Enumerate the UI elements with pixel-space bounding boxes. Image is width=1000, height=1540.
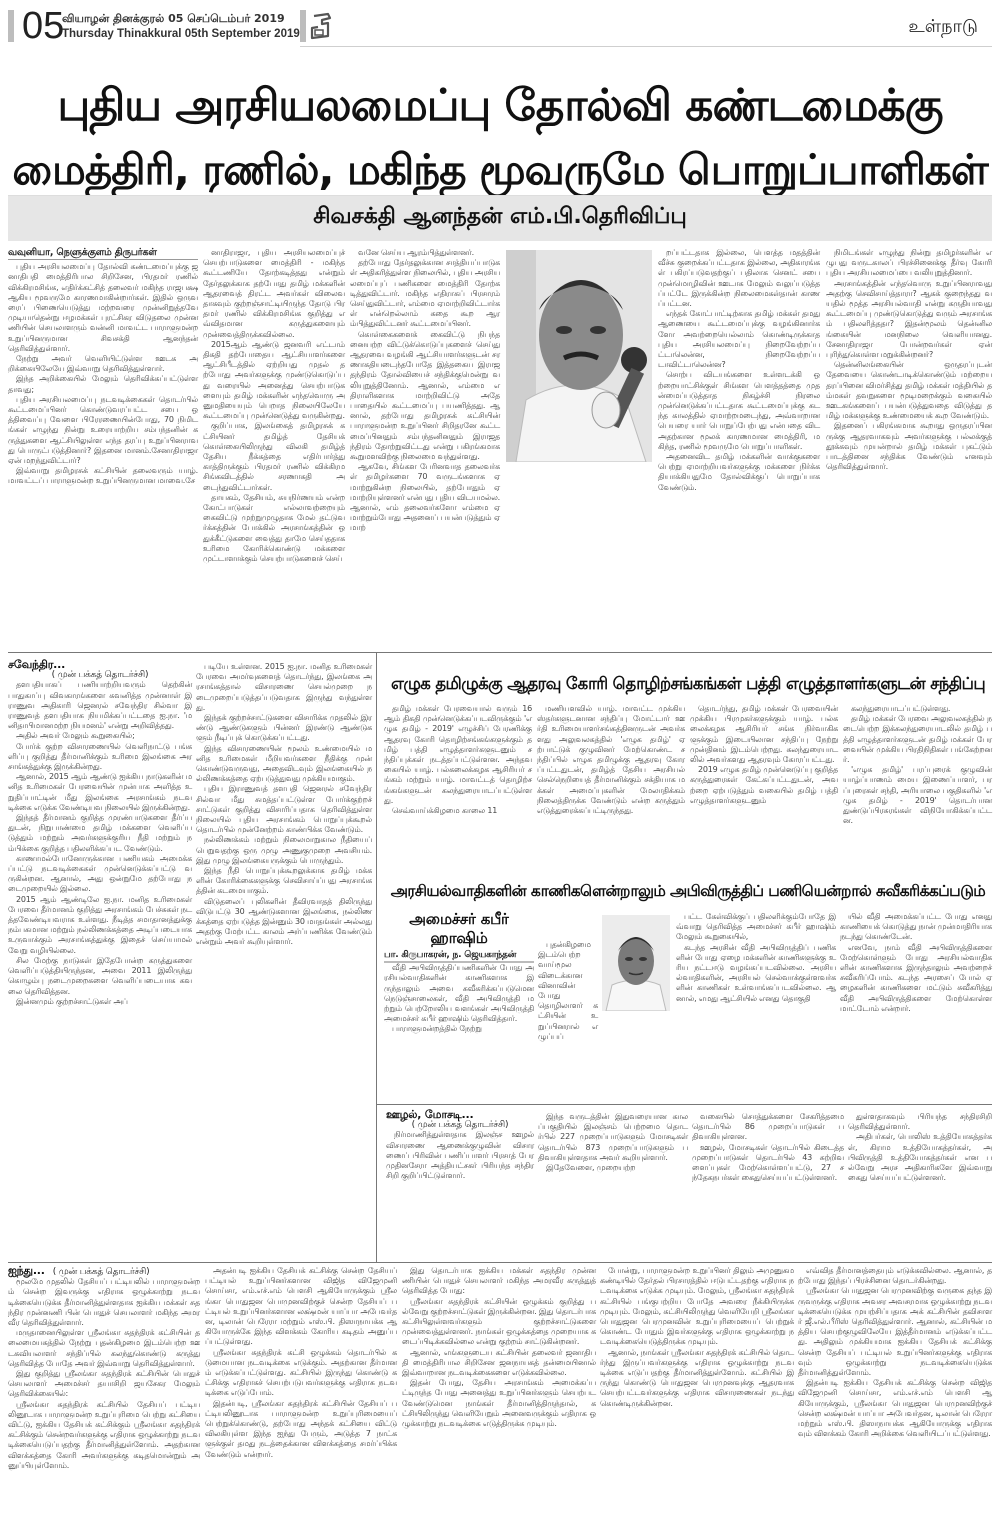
paragraph: எனவே, நாம் வீதி அபிவிருத்திகளை மேற்கொள்ளும் போது அரசியல்வாதிகளின் காணிகளாக இருந்தாலும் அவற்றைச் சுவீகரிப்போம். கடந்த அரசைப் போல் ஏழைகளின் காணிகளை மட்டும் சுவீகரித்து வீதி அபிவிருத்திகளை மேற்கொள்ள மாட்டோம் என்றார். [840, 942, 992, 1013]
paragraph: இதேவேளை, முறையற்ற [546, 1163, 636, 1173]
section-divider [8, 1262, 992, 1263]
paragraph: நிமிடங்கள் எழுந்து நின்று தமிழர்களின் எழுபது வருடகாலப் பிரச்சினைக்கு தீர்வு கோரி புதிய அரசியலமைப்பை வலியுறுத்தினார். [826, 248, 992, 278]
paragraph: மணியளவில் யாழ். மாவட்ட முக்கியஸ்தர்களுடனான சந்திப்பு மோட்டார் ஊர்தி உரிமையாளர்சங்கத்தினருடன் அவர்களது அலுவலகத்தில் 'எழுக தமிழ்' ஏற்பாட்டுக் குழுவினர் மேற்கொண்ட சந்திப்பில் எழுக தமிழுக்கு ஆதரவு கோரப்பட்டதுடன், தமிழ்த் தேசிய அரசியல் செல்நெறியைத் தீர்மானிக்கும் சக்தியாக மக்கள் அமைப்புகளின் மேலாதிக்கம் நிலைத்திருக்க வேண்டும் என்ற கருத்தும் எடுத்துரைக்கப்பட்டிருந்தது. [537, 704, 685, 816]
section-divider [376, 1104, 992, 1105]
lead-column-4 [658, 248, 820, 493]
paragraph: எவ்வித தீர்மானத்தையும் எடுக்கவில்லை. ஆனால், தற்போது இந்தப் பிரச்சினை தொடர்கின்றது. [798, 1266, 992, 1286]
paragraph: தென்னிலங்கையின் ஒருதரப்புடன் தேவையை கொண்டாடிக்கொண்டும் மற்றைய தரப்பினை விமர்சித்து தமிழ் மக்கள் மத்தியில் தம்மகள் தவறுகளை மூடிமறைக்கும் வகையில் ஊடகங்களைப் பயன்படுத்துவதை விடுத்து தமிழ் மக்களுக்கு உண்மையைக் கூற வேண்டும். [826, 360, 992, 421]
paragraph: அரசாங்கத்தின் எந்தவொரு உறுப்பினராவது அதற்கு செவிசாய்த்தாரா? ஆகக் குறைந்தது வயதில் மூத்த அரசியல்வாதி என்று கருதியாவது கூட்டமைப்பு முண்டுகொடுத்து வரும் அரசாங்கம் பதிலளித்ததா? இதன்மூலம் தென்னிலங்கையின் மனநிலை வெளியானது. சேனாதிராஜா போன்றவர்கள் ஏன் புரிந்துகொள்ள மறுக்கின்றனர்? [826, 278, 992, 360]
paragraph: றப்பட்டதாக இல்லை, பௌத்த மதத்தின் வீச்சு குறைக்கப்பட்டதாக இல்லை, அதிகாரங்கள் பகிரப்படுவதற்குப் பதிலாக செனட் சபை முன்மொழிவின் ஊடாக மேலும் வலுப்படுத்தப்பட்டே இருக்கின்ற நிலைமைகள்தான் காணப்பட்டன. [658, 248, 820, 309]
paragraph: தமிழ் மக்கள் பேரவை அலுவலகத்தில் நடைபெற்ற இக்கலந்துரையாடலில் தமிழ் பத்தி எழுத்தாளர்களுடன் தமிழ் மக்கள் பேரவையின் முக்கிய பிரதிநிதிகள் பங்கேற்றனர். [843, 714, 992, 765]
paragraph: 'எழுக தமிழ்' பரப்புரைக் குழுவின் யாழ்ப்பாணம் மைய இணைப்பாளர், பரப்புரைகள் சந்தி, அரியாலை பகுதிகளில் 'எழுக தமிழ் - 2019' தொடர்பான துண்டுப்பிரசுரங்கள் விநியோகிக்கப்பட்டன. [843, 765, 992, 826]
paragraph: ஸ்ரீலங்கா பொதுஜன பெரமுனவிற்கு வருகை தந்த இருவருக்கு எதிராக அவசர அவசரமாக ஒழுக்காற்று நடவடிக்கையெடுக்க முயற்சிப்பதாக அக் கட்சியின் தவிசாளர் ஜீ.எல்.பீரிஸ் தெரிவித்துள்ளார். ஆனால், கட்சியின் மத்திய செயற்குழுவிலேயே இத்தீர்மானம் எடுக்கப்பட்டது. அதிலும் முக்கியமாக ஐக்கிய தேசியக் கட்சிக்கு சென்ற தேசியப் பட்டியல் உறுப்பினர்களுக்கு எதிராகவும் ஒழுக்காற்று நடவடிக்கையெடுக்க தீர்மானித்துள்ளோம். [798, 1286, 992, 1378]
paragraph: போர்க் குற்ற விசாரணையில் வெளிநாட்டு பங்களிப்பு குறித்து தீர்மானிக்கும் உரிமை இலங்கை அரசாங்கத்துக்கு இருக்கின்றது. [8, 741, 192, 772]
paragraph: இந்தத் தீர்மானம் குறித்த முரண்பாடுகளை தீர்ப்பதுடன், நிறுபாண்மை தமிழ் மக்களை வெளிப்படுத்தும் மற்றும் அவர்களுக்குரிய நீதி மற்றும் நம்பிக்கை குறித்த பதிலளிக்கப்பட வேண்டும். [8, 813, 192, 853]
paragraph: ஊழல், மோசடிகள் தொடர்பில் கிடைத்த முறைப்பாடுகள் தொடர்பில் 43 சுற்றிவளைப்புகள் மேற்கொள்ளப்பட்டு, 27 சந்தேகநபர்கள் கைதுசெய்யப்பட்டுள்ளனர். [692, 1142, 844, 1183]
paragraph: குறிப்பாக, இலங்கைத் தமிழரசுக் கட்சியினர் தமிழ்த் தேசியக் கொள்கையிலிருந்து விலகி தமிழ்த் தேசிய நீக்கத்தை எதிர்பார்த்து காத்திருக்கும் பிரதமர் ரணில் விக்கிரமசிங்கவிடத்தில் சரணாகதி அடைந்துவிட்டார்கள். [203, 421, 345, 492]
paragraph: வகையில் சொத்துக்களை சேகரித்தமை தொடர்பில் 86 முறைப்பாடுகள் பதிவாகியுள்ளன. [692, 1112, 844, 1142]
paragraph: பட்ட கேள்விக்குப் பதிலளிக்கும்போதே இவ்வாறு தெரிவித்த அமைச்சர் கபீர் ஹாஷிம் மேலும் கூறுகையில், [676, 912, 836, 942]
paragraph: எந்தக் கோட்பாட்டிற்காக தமிழ் மக்கள் தமது ஆணையை கூட்டமைப்புக்கு வழங்கினார்களோ அவற்றையெல்லாம் கொண்டிருக்காத புதிய அரசியலமைப்பு நிறைவேற்றப்பட்டாலென்ன, நிறைவேற்றப்படாவிட்டாலென்ன? [658, 309, 820, 370]
paragraph: வனே செய்ய ஆரம்பித்துள்ளனர். [358, 248, 475, 257]
paragraph: இதன்படி ஐக்கிய தேசியக் கட்சிக்கு சென்ற விஜித விஜேமுனி சொய்சா, எம்.எச்.எம் பௌசி ஆகியோருக்கும், ஸ்ரீலங்கா பொதுஜன பெரமுனவிற்குச் சென்ற லக்ஷ்மன் யாப்பா அபேவர்தன, டிலான் பெரேரா மற்றும் எஸ்.பி. திஸாநாயக்க ஆகியோருக்கு எதிராகவும் விளக்கம் கோரி அறிக்கை வெளியிடப்பட்டுள்ளது. [798, 1378, 992, 1439]
continued-five-column-1 [8, 1266, 200, 1471]
paragraph: இதன்படி, ஸ்ரீலங்கா சுதந்திரக் கட்சியின் தேசியப் பட்டியலினூடாக பாராளுமன்ற உறுப்புரிமையைப் பெற்றுக்கொண்டு, தற்போது அந்தக் கட்சியை விட்டு விலகியுள்ள இந்த ஐந்து பேரும், அடுத்த 7 நாட்களுக்குள் தமது நடத்தைக்கான விளக்கத்தை சமர்ப்பிக்க வேண்டும் என்றார். [205, 1398, 397, 1459]
paragraph: கொள்கைகளைக் கைவிட்டு நிபந்தனையற்ற விட்டுக்கொடுப்புகளைச் செய்து ஆதரவை வழங்கி ஆட்சியாளர்களுடன் சரணாகதியடைந்தபோதே இத்தகைய இராஜதந்திரம் தோல்வியைச் சந்திக்குமென்று வலியுறுத்தினோம். ஆனால், எம்மை எதிராளிகளாக மாற்றிவிட்டு அதே பாதையில் கூட்டமைப்பு பயணித்தது. ஆனால், தற்போது தமிழரசுக் கட்சியின் பாராளுமன்ற உறுப்பினர் சிறிதரனே கூட்டமைப்பினதும் சம்பந்தனினதும் இராஜதந்திரம் தோற்றுவிட்டது என்று பகிரங்கமாக கூறுமளவிற்கு நிலைமை வந்துள்ளது. [350, 329, 500, 462]
paragraph: தமிழ் மக்கள் பேரவையால் வரும் 16 ஆம் திகதி முன்னெடுக்கப்படவிருக்கும் 'எழுக தமிழ் - 2019' எழுச்சிப் பேரணிக்கு ஆதரவு கோரி தொழிற்சங்கங்களுக்கும் தமிழ் பத்தி எழுத்தாளர்களுடனும் சந்திப்புக்கள் நடத்தப்பட்டுள்ளன. அந்தவகையில் யாழ். பல்கலைக்கழக ஆசிரியர் சங்கம் மற்றும் யாழ். மாவட்டத் தொழிற்சங்கங்களுடன் கலந்துரையாடப்பட்டுள்ளது. [384, 704, 532, 805]
story2-headline: எழுக தமிழுக்கு ஆதரவு கோரி தொழிற்சங்கங்கள் பத்தி எழுத்தாளர்களுடன் சந்திப்பு [390, 674, 986, 693]
lead-subtitle-bar [8, 195, 992, 241]
story3-column-4 [840, 912, 992, 1014]
continued-corruption-column-2 [538, 1112, 688, 1173]
paragraph: அதன்படி ஐக்கிய தேசியக் கட்சிக்கு சென்ற தேசியப் பட்டியல் உறுப்பினர்களான விஜித விஜேமுனி சொய்சா, எம்.எச்.எம் பௌசி ஆகியோருக்கும் ஸ்ரீலங்கா பொதுஜன பொமுனவிற்குச் சென்ற தேசியப் பட்டியல் உறுப்பினர்களான லக்ஷ்மன் யாப்பா அபேவர்தன, டிலான் பெரேரா மற்றும் எஸ்.பி. திஸாநாயக்க ஆகியோருக்கே இந்த விளக்கம் கோரிய கடிதம் அனுப்பப்பட்டுள்ளது. [205, 1266, 397, 1347]
story2-column-4 [843, 704, 992, 826]
date-tamil: வியாழன் தினக்குரல் 05 செப்டெம்பர் 2019 [62, 12, 285, 25]
paragraph: ஆனால், எங்களுடைய கட்சியின் தலைவர் ஜனாதிபதி மைத்திரிபால சிறிசேன ஜனநாயகத் தன்மையினால் இவ்வாறான நடவடிக்கைகளை எடுக்கவில்லை. [402, 1347, 596, 1378]
paragraph: போன்று, பாராளுமன்ற உறுப்பினர் திலும் அமுனுகம கண்டியில் தேர்தல் பிரசாரத்தில் ஈடுபட்டதற்கு எதிராக நடவடிக்கை எடுக்க முடியும். மேலும், ஸ்ரீலங்கா சுதந்திரக் கட்சியில் பங்குபற்றிய போதே அவரை நீக்கியிருக்க முடியும். மேலும், கட்சியிலிருந்து வெளியேறி ஸ்ரீலங்கா பொதுஜன பெரமுனவின் உறுப்புரிமையைப் பெற்றுக் கொண்ட போதும் இவர்களுக்கு எதிராக ஒழுக்காற்று நடவடிக்கையெடுத்திருக்க முடியும். [600, 1266, 794, 1347]
story3-column-2 [538, 940, 598, 1042]
paragraph: இது தொடர்பாக ஐக்கிய மக்கள் சுதந்திர முன்னணியின் பொதுச் செயலாளர் மகிந்த அமரவீர கருத்துத் தெரிவித்த போது: [402, 1266, 596, 1296]
continued-corruption-column-1 [386, 1110, 534, 1181]
continued-five-column-4 [600, 1266, 794, 1409]
paragraph: சொற்ப விடயங்களை உள்ளடக்கி ஒற்றையாட்சிக்குள் சிங்கள பௌத்தத்தை முதன்மைப்படுத்தாத நிகழ்ச்சி நிரலை முன்னெடுக்கப்பட்டதாக கூட்டமைப்புக்கு கடந்த காலத்தில் ஏமாற்றமடைந்து, அவ்வாறான பெயரை யார் பொறுப்பேற்பது என்பதை விட அதற்கான மூலக் காரணமான மைத்திரி, மகிந்த, ரணில் மூவருமே பொறுப்பாளிகள். [658, 370, 820, 451]
lead-dateline: வவுனியா, நெளுக்குளம் திருபர்கள் [8, 248, 198, 260]
paragraph: மூலமே முதலில் தேசியப் பட்டியலில் பாராளுமன்றம் சென்ற இவருக்கு எதிராக ஒழுக்காற்று நடவடிக்கையெடுக்க தீர்மானித்துள்ளதாக ஐக்கிய மக்கள் சுதந்திர முன்னணி பின் பொதுச் செயலாளர் மகிந்த அமரவீர தெரிவித்துள்ளார். [8, 1277, 200, 1328]
paragraph: இது குறித்து ஸ்ரீலங்கா சுதந்திரக் கட்சியின் பொதுச் செயலாளர் அமைச்சர் தயாசிறி ஜயசேகர மேலும் தெரிவிக்கையில்: [8, 1369, 200, 1399]
paragraph: படியே உள்ளன. 2015 ஐ.நா. மனித உரிமைகள் பேரவை அமர்வுகளைத் தொடர்ந்து, இலங்கை அரசாங்கத்தால் விசாரணை செயல்முறை நடைமுறைப்படுத்தப்படுவதாக இருந்து வந்துள்ளது. [196, 662, 372, 712]
section-label: உள்நாடு [908, 16, 978, 37]
paragraph: இந்த நீதி பொறுப்புக்கூறலுக்காக தமிழ் மக்களின் கோரிக்கைகளுக்கு செவிசாய்ப்பது அரசாங்கத்தின் கடமையாகும். [196, 866, 372, 896]
paragraph: மருதானையிலுள்ள ஸ்ரீலங்கா சுதந்திரக் கட்சியின் தலைமையகத்தில் நேற்று புதன்கிழமை இடம்பெற்ற ஊடகவியலாளர் சந்திப்பில் கலந்துகொண்டு கருத்து தெரிவித்த போதே அவர் இவ்வாறு தெரிவித்துள்ளார். [8, 1328, 200, 1368]
paragraph: அதிபர்கள், பொலிஸ் உத்தியோகத்தர்கள், கிராம உத்தியோகத்தர்கள், அபிவிருத்தி உத்தியோகத்தர்கள் என பல்வேறு அரச அதிகாரிகளே இவ்வாறு கைது செய்யப்பட்டுள்ளனர். [848, 1132, 992, 1183]
story3-byline: பா. கிருபாகரன், ந. ஜெயகாந்தன் [384, 950, 534, 963]
paragraph: 2019 எழுக தமிழ் முன்னெடுப்பு குறித்த கருத்துரைகள் கேட்கப்பட்டதுடன், அவற்றை ஏற்படுத்தும் வகையில் தமிழ் பத்தி எழுத்தாளர்களுடனும் [690, 765, 838, 805]
thinakkural-logo-icon [308, 12, 334, 40]
paragraph: தொடர்ந்து, தமிழ் மக்கள் பேரவையின் முக்கிய பிரமுகர்களுக்கும் யாழ். பல்கலைக்கழக ஆசிரியர் சங்க நிர்வாகிகளுக்கும் இடையிலான சந்திப்பு நேற்று முன்தினம் இடம்பெற்றது. கலந்துரையாடலில் அவர்களது ஆதரவும் கோரப்பட்டது. [690, 704, 838, 765]
continued-savendra-column-1 [8, 660, 192, 1007]
paragraph: புதிய இராணுவத் தளபதி ஜெனரல் சவேந்திர சில்வா மீது சுமத்தப்பட்டுள்ள போர்க்குற்றச் சாட்டுகள் குறித்து விசாரிப்பதாக தெரிவித்துள்ள நிலையில் புதிய அரசாங்கம் பொறுப்புக்கூறல் தொடர்பில் முன்னேற்றம் காண்பிக்க வேண்டும். [196, 784, 372, 835]
continued-five-column-2 [205, 1266, 397, 1460]
header-divider-bar [300, 10, 306, 42]
paragraph: செவ்வாய்க்கிழமை காலை 11 [392, 806, 498, 816]
lead-subtitle: சிவசக்தி ஆனந்தன் எம்.பி.தெரிவிப்பு [313, 204, 687, 229]
speaker-photo [506, 250, 652, 462]
paragraph: புதன்கிழமை இடம்பெற்ற வாய்மூல விடைக்கான வினாவின் போது தொழிலாளர் கட்சியின் உறுப்பினரால் எழுப்பப் [538, 940, 598, 1041]
story3-column-3 [676, 912, 836, 1004]
continued-five-column-5 [798, 1266, 992, 1439]
header-rule [300, 46, 992, 47]
continued-note: ( முன் பக்கத் தொடர்ச்சி) [52, 1267, 150, 1277]
story3-subhead: அமைச்சர் கபீர் ஹாஷிம் [409, 910, 509, 947]
paragraph: கலந்துரையாடப்பட்டுள்ளது. [851, 704, 951, 713]
lead-column-5 [826, 248, 992, 472]
paragraph: ஆனால், நாங்கள் ஸ்ரீலங்கா சுதந்திரக் கட்சியில் தொடர்ந்து இருப்பவர்களுக்கு எதிராக ஒழுக்காற்று நடவடிக்கை எடுப்பதற்கு தீர்மானித்துள்ளோம். கட்சியில் இருந்து கொண்டு பொதுஜன பெரமுனவுக்கு ஆதரவாக செயற்பட்டவர்களுக்கு எதிராக விசாரணைகள் நடந்து கொண்டிருக்கின்றன. [600, 1347, 794, 1408]
continued-corruption-column-4 [848, 1112, 992, 1183]
continued-five-column-3 [402, 1266, 596, 1429]
continued-title: சவேந்திர... [8, 658, 66, 671]
paragraph: விடுதலைப் புலிகளின் தீவிரவாதத் திலிருந்து விடுபட்டு 30 ஆண்டுகளான இலங்கை, நல்லிணக்கத்தை ஏற்படுத்த இன்னும் 30 மாதங்கள் அல்லது அதற்கு மேற்பட்ட காலம் அர்ப்பணிக்க வேண்டும் என்றும் அவர் கூறியுள்ளார். [196, 896, 372, 947]
paragraph: கடந்த அரசின் வீதி அபிவிருத்திப் பணிகளின் போது ஏழை மக்களின் காணிகளுக்கு உரிய நட்டஈடு வழங்கப்படவில்லை. அரசியல்வாதிகளின், அரசியல் செல்வாக்குள்ளவர்களின் காணிகள் உள்வாங்கப்படவில்லை. ஆனால், எமது ஆட்சியில் எனது தொகுதி [676, 942, 836, 1003]
paragraph: பாராளுமன்றத்தில் நேற்று [392, 1024, 482, 1034]
story3-column-1 [384, 910, 534, 1035]
paragraph: வீதி அபிவிருத்திப்பணிகளின் போது அரசியல்வாதிகளின் காணிகளாக இருந்தாலும் அவை சுவீகரிக்கப்படுமென நெடுஞ்சாலைகள், வீதி அபிவிருத்தி மற்றும் பெற்றோலிய வளங்கள் அபிவிருத்தி அமைச்சர் கபீர் ஹாஷிம் தெரிவித்தார். [384, 963, 534, 1024]
page-number: 05 [22, 5, 65, 47]
lead-column-1 [8, 248, 198, 487]
paragraph: ஸ்ரீலங்கா சுதந்திரக் கட்சியின் ஒழுக்கம் குறித்து பல்வேறு குற்றச்சாட்டுகள் இருக்கின்றன. இது தொடர்பாக கட்சியிலுள்ளவர்களும் குற்றச்சாட்டுகளை முன்வைத்துள்ளனர். நாங்கள் ஒழுக்கத்தை முறையாக கடைப்பிடிக்கவில்லை என்று குற்றம் சாட்டுகின்றனர். [402, 1296, 596, 1347]
paragraph: சில மேற்கு நாடுகள் இதேபோன்ற கருத்துகளை வெளிப்படுத்தியிருந்தன, அவை 2011 இலிருந்து கொழும்பு நடைமுறைகளை வெளிப்படையாக கவலை தெரிவித்தன. [8, 955, 192, 996]
lead-headline-line2: மைத்திரி, ரணில், மகிந்த மூவருமே பொறுப்பாளிகள் [12, 145, 988, 194]
paragraph: இந்த வருடத்தின் இதுவரையான காலப்பகுதியில் இலஞ்சம் பெற்றமை தொடர்பில் 227 முறைப்பாடுகளும் மோசடிகள் தொடர்பில் 873 முறைப்பாடுகளும் பதிவாகியுள்ளதாக அவர் கூறியுள்ளார். [538, 1112, 688, 1162]
paragraph: இந்த விசாரணையின் மூலம் உண்மையில் மனித உரிமைகள் மீறியவர்களை நீதிக்கு முன் கொண்டுவருவது, அதைவிடவும் இலங்கையில் நல்லிணக்கத்தை ஏற்படுத்துவது முக்கியமாகும். [196, 743, 372, 784]
lead-headline-line1: புதிய அரசியலமைப்பு தோல்வி கண்டமைக்கு [57, 80, 943, 131]
paragraph: இதன் போது, தேசிய அரசாங்கம் அமைக்கப்பட்டிருந்த போது அனைத்து உறுப்பினர்களும் செயற்பட வேண்டுமென நாங்கள் தீர்மானித்திருந்தால், கட்சியிலிருந்து வெளியேறும் அனைவருக்கும் எதிராக ஒழுக்காற்று நடவடிக்கை எடுத்திருக்க முடியும். [402, 1378, 596, 1429]
story2-column-1 [384, 704, 532, 816]
continued-title: ஊழல், மோசடி... [386, 1108, 474, 1121]
column-divider [376, 652, 377, 1262]
continued-note: ( முன் பக்கத் தொடர்ச்சி) [411, 1120, 509, 1131]
section-divider [8, 652, 992, 653]
paragraph: இதனைப் பகிரங்கமாக கூறாது ஒருதரப்பினருக்கு ஆதரவாகவும் அவர்களுக்கு பல்லக்குத் தூக்கவும் முயன்றால் தமிழ் மக்கள் புகட்டும் பாடத்தினை சந்திக்க வேண்டும் எனவும் தெரிவித்துள்ளார். [826, 421, 992, 472]
continued-title: ஐந்து... [8, 1264, 45, 1277]
paragraph: 2015 ஆம் ஆண்டிலே ஐ.நா. மனித உரிமைகள் பேரவை தீர்மானம் குறித்து அரசாங்கம் பேச்சுகள் நடத்தவேண்டியவராக உள்ளது. நீடித்த சமாதானத்துக்கு நம்பகமான மற்றும் நல்லிணக்கத்தை அடிப்படையாக உருவாக்கும் அரசாங்கத்துக்கு இதைச் செய்யாமல் வேறு வழியில்லை. [8, 894, 192, 955]
minister-photo [602, 915, 670, 1011]
paragraph: அதனைவிட தமிழ் மக்களின் வாக்குகளை பெற்று ஏமாற்றியவர்களுக்கு மக்களை நிர்க்கதியாக்கியதுமே தோல்விக்குப் பொறுப்பாக வேண்டும். [658, 452, 820, 492]
story2-column-3 [690, 704, 838, 806]
date-english: Thursday Thinakkural 05th September 2019 [62, 28, 300, 40]
story2-column-2 [537, 704, 685, 816]
paragraph: நிர்மாணித்துள்ளதாக இலஞ்ச ஊழல் விசாரணை ஆணைக்குழுவின் விசாரணைப் பிரிவின் பணிப்பாளர் பிரசாத் பேரமுதினசேரா அத்தியட்சகர் பிரியந்த சந்திரசிறி குறிப்பிட்டுள்ளார். [386, 1130, 534, 1181]
paragraph: தளபதியாகப் பணியாற்றியவரும் தெற்கின் பாதுகாப்பு விவகாரங்களை கவனித்த முன்னாள் இராணுவ அதிகாரி ஜெனரல் சவேந்திர சில்வா இராணுவத் தளபதியாக நியமிக்கப்பட்டதை ஐ.நா. 'மனிதாபிமானமற்ற நியமனம்' என்று அறிவித்தது. [8, 680, 192, 731]
paragraph: இந்தக் குற்றச்சாட்டுகளை விசாரிக்க முதலில் இரண்டு ஆண்டுகளும் பின்னர் இரண்டு ஆண்டுகளும் நீடிப்புக் கொடுக்கப்பட்டது. [196, 713, 372, 743]
paragraph: இன்னமும் குற்றச்சாட்டுகள் அப் [16, 996, 128, 1006]
paragraph: ஸ்ரீலங்கா சுதந்திரக் கட்சி ஒழுக்கம் தொடர்பில் கடுமையான நடவடிக்கை எடுக்கும். அதற்கான தீர்மானம் எடுக்கப்பட்டுள்ளது. கட்சியில் இருந்து கொண்டு கட்சிக்கு எதிராகச் செயற்படுபவர்களுக்கு எதிராக நடவடிக்கை எடுப்போம். [205, 1347, 397, 1398]
paragraph: இவ்வாறு தமிழரசுக் கட்சியின் தலைவரும் யாழ்.மாவட்டப் பாராளுமன்ற உறுப்பினருமான மாவை.சே [8, 466, 198, 486]
paragraph: தற்போது தேர்தலுக்கான சாத்தியப்பாடுகள் அதிகரித்துள்ள நிலையில், புதிய அரசியலமைப்புப் பணிகளை மைத்திரி தோற்கடித்துவிட்டார். மகிந்த எதிராகப் பிரசாரம் செய்துவிட்டார், எம்மை ஏமாற்றிவிட்டார்கள் என்றெல்லாம் கதை கூற ஆரம்பித்துவிட்டனர் கூட்டமைப்பினர். [350, 258, 500, 329]
lead-column-2 [203, 248, 345, 564]
continued-savendra-column-2 [196, 662, 372, 948]
continued-corruption-column-3 [692, 1112, 844, 1183]
paragraph: ஸ்ரீலங்கா சுதந்திரக் கட்சியில் தேசியப் பட்டியலினூடாக பாராளுமன்ற உறுப்புரிமை பெற்று கட்சியை விட்டு, ஐக்கிய தேசியக் கட்சிக்கும் ஸ்ரீலங்கா சுதந்திரக் கட்சிக்கும் சென்றவர்களுக்கு எதிராக ஒழுக்காற்று நடவடிக்கையெடுப்பதற்கு தீர்மானித்துள்ளோம். அதற்கான விளக்கத்தை கோரி அவர்களுக்கு கடிதமொன்றும் அனுப்பியுள்ளோம். [8, 1399, 200, 1470]
paragraph: ஆகவே, சிங்கள பேரினவாத தலைவர்கள் தமிழர்களை 70 வருடங்களாக ஏமாற்றுகின்ற நிலையில், தற்போதும் ஏமாற்றியுள்ளனர் என்பது புதிய விடயமல்ல. ஆனால், எம் தலைவர்களோ எம்மை ஏமாற்றும்போது அதனைப் பயன்படுத்தும் ஏமாற் [350, 462, 500, 533]
paragraph: னாதிராஜா, புதிய அரசியலமைப்புச் செயற்பாடுகளை மைத்திரி - மகிந்த கூட்டணியே தோற்கடித்தது என்றும் தேர்தலுக்காக தற்போது தமிழ் மக்களின் ஆதரவைத் திரட்ட அவர்கள் விலைவதாகவும் குற்றஞ்சாட்டியிருந்த தோடு பிரதமர் ரணில் விக்கிரமசிங்க குறித்து எவ்விதமான கருத்துகளையும் முன்வைத்திருக்கவில்லை. [203, 248, 345, 339]
paragraph: நேற்று அவர் வெளியிட்டுள்ள ஊடக அறிக்கையிலேயே இவ்வாறு தெரிவித்துள்ளார். [8, 354, 198, 374]
paragraph: காணாமல்போனோருக்கான பணியகம் அமைக்கப்பட்டு நடவடிக்கைகள் முன்னெடுக்கப்பட்டு வருகின்றன. ஆனால், அது ஒன்றுமே தற்போது நடைமுறையில் இல்லை. [8, 853, 192, 894]
paragraph: ஆனால், 2015 ஆம் ஆண்டு ஐக்கிய நாடுகளின் மனித உரிமைகள் பேரவையின் முன்பாக அளித்த உறுதிப்பாட்டின் மீது இலங்கை அரசாங்கம் நடவடிக்கை எடுக்க வேண்டியவ நிலையில் இருக்கின்றது. [8, 772, 192, 812]
continued-note: ( முன் பக்கத் தொடர்ச்சி) [51, 670, 149, 681]
paragraph: அதில் அவர் மேலும் கூறுகையில்; [16, 731, 135, 741]
paragraph: புதிய அரசியலமைப்பு நடவடிக்கைகள் தொடர்பில் கூட்டமைப்பினர் கொண்டுவரப்பட்ட சபை ஒத்திவைப்பு வேளை பிரேரணையின்போது, 70 நிமிடங்கள் எழுந்து நின்று உரையாற்றிய சம்பந்தனின் கருத்துகளை ஆட்சியிலுள்ள எந்த தரப்பு உறுப்பினராவது பொருட்படுத்தினார்? இதனை மானம்.சேனாதிராஜா ஏன் மறந்துவிட்டார்? [8, 394, 198, 466]
header-accent-bar [8, 10, 14, 42]
story3-headline: அரசியல்வாதிகளின் காணிகளென்றாலும் அபிவிருத்திப் பணியென்றால் சுவீகரிக்கப்படும் [390, 882, 986, 900]
lead-column-3 [350, 248, 500, 534]
paragraph: நல்லிணக்கம் மற்றும் நிலைமாறுகால நீதியைப் பெறுவதற்கு ஒரு முழு அணுகுமுறை அவசியம். இது முழு இலங்கையருக்கும் பொருந்தும். [196, 835, 372, 865]
paragraph: துள்ளதாகவும் பிரியந்த சந்திரசிறி தெரிவித்துள்ளார். [848, 1112, 992, 1132]
paragraph: புதிய அரசியலமைப்பு தோல்வி கண்டமைப்புக்கு ஜனாதிபதி மைத்திரிபால சிறிசேன, பிரதமர் ரணில் விக்கிரமசிங்க, எதிர்க்கட்சித் தலைவர் மகிந்த ராஜபக்ஷ ஆகிய மூவருமே காரணமாகின்றார்கள். இதில் ஒருவரைப் பிணையெடுத்து மற்றவரை முன்னிறுத்தவே முடியாதென்று ஈழமக்கள் புரட்சிகர விடுதலை முன்னணியின் செயலாளரும் வன்னி மாவட்ட பாராளுமன்ற உறுப்பினருமான சிவசக்தி ஆனந்தன் தெரிவித்துள்ளார். [8, 262, 198, 353]
paragraph: இந்த அறிக்கையில் மேலும் தெரிவிக்கப்பட்டுள்ளதாவது; [8, 374, 198, 394]
paragraph: 2015ஆம் ஆண்டு ஜனவரி எட்டாம் திகதி தற்போதைய ஆட்சியாளர்களை ஆட்சிபீடத்தில் ஏற்றியது முதல் தற்போது அவர்களுக்கு முண்டுகொடுப்பது வரையில் அனைத்து செயற்பாடுகளையும் தமிழ் மக்களின் எந்தவொரு அனுமதியையும் பெறாத நிலையிலேயே கூட்டமைப்பு முன்னெடுத்து வருகின்றது. [203, 339, 345, 421]
paragraph: தாயகம், தேசியம், சுயநிர்ணயம் என்ற கோட்பாடுகள் எல்லாவற்றையும் கைவிட்டு முற்றுமுழுதாக மேல் தட்டுவர்க்கத்தின் போக்கில் அரசாங்கத்தின் ஒதுக்கீட்டுகளை வைத்து தாமே செய்ததாக உரிமை கோரிக்கொண்டு மக்களை முட்டாளாக்கும் செயற்பாடுகளைச் செய் [203, 492, 345, 564]
paragraph: யில் வீதி அமைக்கப்பட்ட போது எனது காணியைக் கொடுத்து நான் முன்மாதிரியாக நடந்து கொண்டேன். [840, 912, 992, 942]
